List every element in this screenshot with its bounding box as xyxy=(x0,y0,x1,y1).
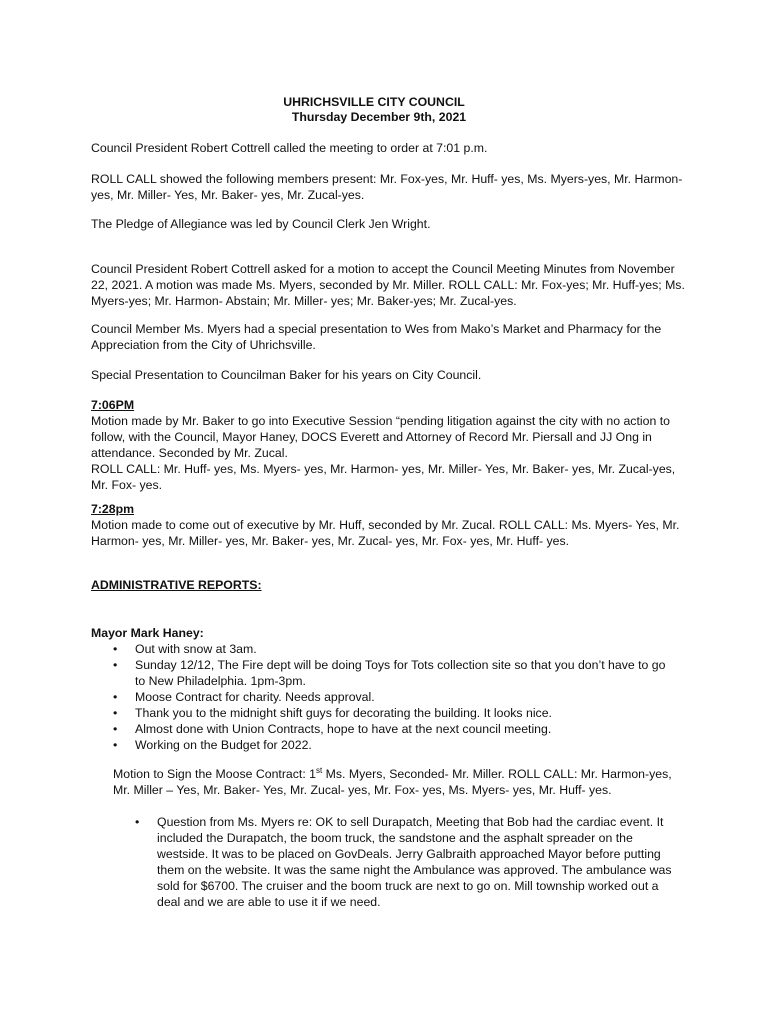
minutes-motion-paragraph: Council President Robert Cottrell asked for a motion to accept the Council Meeting Minutes from November 22, 2021. A motion was made Ms. Myers, seconded by Mr. Miller. ROLL CALL: Mr. Fox-yes; Mr. Huff-yes; Ms. Myers-yes; Mr. Harmon- Abstain; Mr. Miller- yes; Mr. Baker-yes; Mr. Zucal-yes. xyxy=(91,262,685,308)
mayor-report-list xyxy=(113,641,673,753)
executive-out-motion: Motion made to come out of executive by Mr. Huff, seconded by Mr. Zucal. ROLL CALL: Ms. Myers- Yes, Mr. Harmon- yes, Mr. Miller- yes, Mr. Baker- yes, Mr. Zucal- yes, Mr. Fox- yes, Mr. Huff- yes. xyxy=(91,518,680,548)
baker-presentation-paragraph: Special Presentation to Councilman Baker for his years on City Council. xyxy=(91,368,482,382)
roll-call-paragraph: ROLL CALL showed the following members present: Mr. Fox-yes, Mr. Huff- yes, Ms. Myers-yes, Mr. Harmon-yes, Mr. Miller- Yes, Mr. Baker- yes, Mr. Zucal-yes. xyxy=(91,172,683,202)
executive-out-time: 7:28pm xyxy=(91,502,135,516)
bullet-icon: • xyxy=(113,722,118,736)
durapatch-question-list xyxy=(135,814,680,910)
list-item xyxy=(135,814,680,910)
executive-session-motion: Motion made by Mr. Baker to go into Executive Session “pending litigation against the city with no action to follow, with the Council, Mayor Haney, DOCS Everett and Attorney of Record Mr. Piersall and JJ Ong in attendance. Seconded by Mr. Zucal. xyxy=(91,414,670,460)
executive-out-section xyxy=(91,501,685,549)
executive-session-roll-call: ROLL CALL: Mr. Huff- yes, Ms. Myers- yes, Mr. Harmon- yes, Mr. Miller- Yes, Mr. Baker- yes, Mr. Zucal-yes, Mr. Fox- yes. xyxy=(91,462,676,492)
list-item: • Sunday 12/12, The Fire dept will be doing Toys for Tots collection site so that you don’t have to go to New Philadelphia. 1pm-3pm. xyxy=(113,658,666,688)
makos-presentation-paragraph: Council Member Ms. Myers had a special presentation to Wes from Mako’s Market and Pharmacy for the Appreciation from the City of Uhrichsville. xyxy=(91,322,662,352)
list-item: • Working on the Budget for 2022. xyxy=(113,738,312,752)
bullet-icon: • xyxy=(113,658,118,672)
list-item: • Moose Contract for charity. Needs approval. xyxy=(113,690,375,704)
document-title xyxy=(0,95,770,125)
list-item: • Almost done with Union Contracts, hope to have at the next council meeting. xyxy=(113,722,552,736)
bullet-icon: • xyxy=(113,642,118,656)
pledge-paragraph: The Pledge of Allegiance was led by Council Clerk Jen Wright. xyxy=(91,217,431,231)
list-item: • Thank you to the midnight shift guys for decorating the building. It looks nice. xyxy=(113,706,552,720)
bullet-icon: • xyxy=(113,690,118,704)
executive-session-time: 7:06PM xyxy=(91,398,135,412)
executive-session-section xyxy=(91,397,685,493)
moose-contract-motion: Motion to Sign the Moose Contract: 1st Ms. Myers, Seconded- Mr. Miller. ROLL CALL: Mr. Harmon-yes, Mr. Miller – Yes, Mr. Baker- Yes, Mr. Zucal- yes, Mr. Fox- yes, Ms. Myers- yes, Mr. Huff- yes. xyxy=(113,765,672,797)
call-to-order-paragraph: Council President Robert Cottrell called the meeting to order at 7:01 p.m. xyxy=(91,141,488,155)
council-name-heading: UHRICHSVILLE CITY COUNCIL xyxy=(283,95,465,109)
meeting-date-heading: Thursday December 9th, 2021 xyxy=(291,110,467,124)
bullet-icon: • xyxy=(113,738,118,752)
mayor-report-heading: Mayor Mark Haney: xyxy=(91,626,204,640)
list-item: • Out with snow at 3am. xyxy=(113,642,257,656)
administrative-reports-heading: ADMINISTRATIVE REPORTS: xyxy=(91,578,262,592)
durapatch-question: Question from Ms. Myers re: OK to sell Durapatch, Meeting that Bob had the cardiac event. It included the Durapatch, the boom truck, the sandstone and the asphalt spreader on the westside. It was to be placed on GovDeals. Jerry Galbraith approached Mayor before putting them on the website. It was the same night the Ambulance was approved. The ambulance was sold for $6700. The cruiser and the boom truck are next to go on. Mill township worked out a deal and we are able to use it if we need. xyxy=(157,815,672,909)
bullet-icon: • xyxy=(135,815,140,829)
bullet-icon: • xyxy=(113,706,118,720)
